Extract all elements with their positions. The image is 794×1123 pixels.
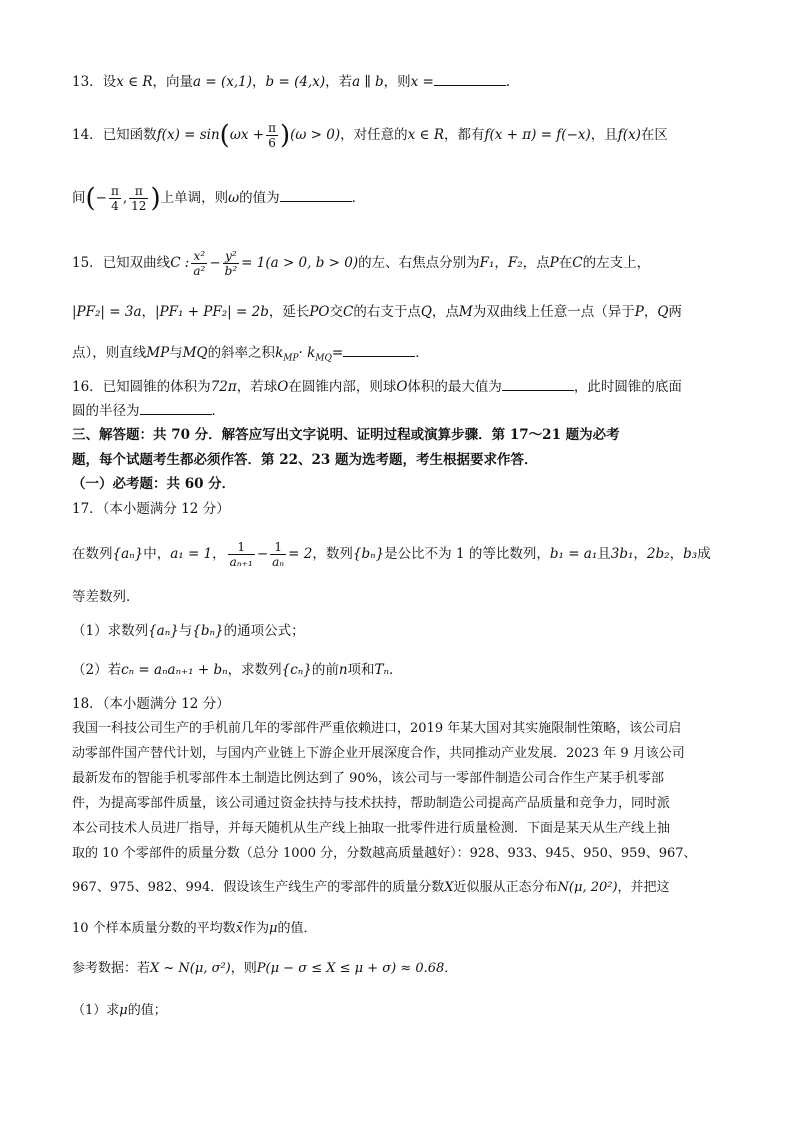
formula: ω <box>228 190 240 206</box>
question-14-line-2 <box>72 184 724 213</box>
text: 且 <box>597 546 611 562</box>
answer-blank[interactable] <box>502 376 574 391</box>
formula: Tₙ <box>374 662 390 678</box>
text: 的左支上， <box>582 255 651 271</box>
formula: x = <box>410 74 434 90</box>
text: 的右支于点 <box>353 304 421 320</box>
question-15 <box>72 249 724 278</box>
text: （1）求数列 <box>72 623 149 639</box>
text: ． <box>351 190 366 206</box>
formula: C <box>572 255 583 271</box>
text: 是公比不为 1 的等比数列， <box>384 546 550 562</box>
formula: a = (x,1) <box>193 74 253 90</box>
formula: X ~ N(μ, σ²) <box>150 961 231 976</box>
text: ，求数列 <box>227 662 282 678</box>
answer-blank[interactable] <box>140 400 212 415</box>
text: 项和 <box>347 662 375 678</box>
question-18-paragraph-line <box>72 878 724 898</box>
text: 作为 <box>243 921 270 936</box>
formula: μ <box>119 1003 128 1018</box>
text: ， <box>212 546 226 562</box>
text: ，延长 <box>268 304 310 320</box>
formula: MP <box>146 345 170 361</box>
formula: (ω > 0) <box>290 127 341 143</box>
answer-blank[interactable] <box>280 187 352 202</box>
fraction-denominator: 6 <box>268 136 276 150</box>
fraction-numerator: x² <box>191 249 207 264</box>
text: （2）若 <box>72 662 122 678</box>
question-17-header: 17．（本小题满分 12 分） <box>72 501 230 517</box>
fraction-denominator: aₙ₊₁ <box>229 555 253 569</box>
text: ． <box>389 662 403 678</box>
text: ． <box>415 345 429 361</box>
formula: a ∥ b <box>352 74 384 90</box>
text: 的前 <box>311 662 339 678</box>
comma: , <box>122 190 128 206</box>
fraction-denominator: 12 <box>131 199 147 213</box>
subscript: MQ <box>315 353 332 364</box>
fraction <box>109 184 121 213</box>
fraction-denominator: 4 <box>111 199 119 213</box>
fraction-denominator: aₙ <box>272 555 285 569</box>
section-heading: 三、解答题：共 70 分．解答应写出文字说明、证明过程或演算步骤．第 17～21 题为必考 <box>72 427 620 443</box>
question-17-part-2 <box>72 660 724 680</box>
formula: = 2 <box>288 546 313 562</box>
fraction <box>266 121 278 150</box>
formula: P(μ − σ ≤ X ≤ μ + σ) ≈ 0.68 <box>256 961 445 976</box>
text: 的斜率之积 <box>207 345 276 361</box>
formula: |PF₁ + PF₂| = 2b <box>155 304 269 320</box>
fraction-denominator: b² <box>224 264 238 278</box>
formula: P <box>634 304 644 320</box>
formula: {cₙ} <box>281 662 312 678</box>
formula: f(x) <box>617 127 641 143</box>
formula: PO <box>309 304 330 320</box>
text: ，并把这 <box>617 880 670 895</box>
fraction-numerator: π <box>110 184 119 198</box>
formula: O <box>396 379 408 395</box>
text: 在数列 <box>72 546 113 562</box>
text: 成 <box>697 546 711 562</box>
text: 圆的半径为 <box>72 403 140 419</box>
minus-sign: − <box>256 546 269 562</box>
text: 体积的最大值为 <box>407 379 502 395</box>
fraction <box>129 184 148 213</box>
formula: 3b₁ <box>610 546 634 562</box>
text: ，且 <box>590 127 618 143</box>
text: ，若球 <box>236 379 278 395</box>
text: （1）求 <box>72 1003 120 1018</box>
text: ， <box>633 546 647 562</box>
question-18-part-1 <box>72 1001 724 1021</box>
formula: x̄ <box>235 921 244 936</box>
fraction-numerator: 1 <box>270 540 286 555</box>
subscript: MP <box>283 353 299 364</box>
formula: b = (4,x) <box>265 74 326 90</box>
question-14 <box>72 121 724 150</box>
subsection-heading: （一）必考题：共 60 分． <box>72 476 236 492</box>
question-17-part-1 <box>72 621 724 641</box>
formula: b₁ = a₁ <box>549 546 598 562</box>
question-15-line-2 <box>72 302 724 322</box>
formula: x ∈ R <box>407 127 444 143</box>
question-number: 16． <box>72 379 103 395</box>
fraction-denominator: a² <box>193 264 206 278</box>
formula: b₃ <box>683 546 698 562</box>
text: 967、975、982、994．假设该生产线生产的零部件的质量分数 <box>72 880 445 895</box>
text: ， <box>252 74 266 90</box>
answer-blank[interactable] <box>343 342 415 357</box>
text: 与 <box>178 623 193 639</box>
text: ，都有 <box>444 127 485 143</box>
text: 在圆锥内部，则球 <box>288 379 397 395</box>
text: 参考数据：若 <box>72 961 151 976</box>
text: ． <box>505 74 520 90</box>
formula: P <box>549 255 559 271</box>
minus-sign: − <box>95 190 107 206</box>
text: ，此时圆锥的底面 <box>573 379 682 395</box>
formula: ωx + <box>229 127 265 143</box>
question-18-header: 18．（本小题满分 12 分） <box>72 696 230 712</box>
text: 的值； <box>127 1003 167 1018</box>
question-number: 13． <box>72 74 103 90</box>
question-16-line-2 <box>72 400 724 421</box>
question-18-paragraph-line: 我国一科技公司生产的手机前几年的零部件严重依赖进口，2019 年某大国对其实施限制性策略，该公司启 <box>72 721 682 736</box>
paren-right: ) <box>279 120 291 151</box>
text: 间 <box>72 190 86 206</box>
formula: Q <box>420 304 432 320</box>
section-heading-line-2: 题，每个试题考生都必须作答．第 22、23 题为选考题，考生根据要求作答． <box>72 452 538 468</box>
formula: {aₙ} <box>148 623 179 639</box>
formula: C <box>343 304 354 320</box>
text: 已知圆锥的体积为 <box>102 379 211 395</box>
minus-sign: − <box>209 255 221 271</box>
fraction-numerator: 1 <box>228 540 255 555</box>
text: 上单调，则 <box>160 190 229 206</box>
formula: n <box>338 662 348 678</box>
answer-blank[interactable] <box>434 71 506 86</box>
text: 点），则直线 <box>72 345 147 361</box>
text: ，若 <box>325 74 353 90</box>
text: ， <box>643 304 658 320</box>
text: ，则 <box>230 961 257 976</box>
text: ， <box>494 255 508 271</box>
text: 在区 <box>640 127 668 143</box>
text: 为双曲线上任意一点（异于 <box>472 304 635 320</box>
text: ，则 <box>383 74 411 90</box>
text: 设 <box>102 74 117 90</box>
text: 近似服从正态分布 <box>453 880 558 895</box>
question-18-paragraph-line: 取的 10 个零部件的质量分数（总分 1000 分，分数越高质量越好）：928、933、945、950、959、967、 <box>72 846 697 861</box>
question-18-paragraph-line: 最新发布的智能手机零部件本土制造比例达到了 90%，该公司与一零部件制造公司合作生产某手机零部 <box>72 771 665 786</box>
text: 的值． <box>277 921 317 936</box>
formula: f(x) = sin <box>156 127 220 143</box>
question-18-paragraph-line: 动零部件国产替代计划，与国内产业链上下游企业开展深度合作，共同推动产业发展．2023 年 9 月该公司 <box>72 746 685 761</box>
formula: = 1(a > 0, b > 0) <box>241 255 359 271</box>
formula: f(x + π) = f(−x) <box>484 127 591 143</box>
formula: {bₙ} <box>352 546 385 562</box>
formula: C : <box>170 255 190 271</box>
formula: {bₙ} <box>192 623 224 639</box>
question-18-paragraph-line: 件，为提高零部件质量，该公司通过资金扶持与技术扶持，帮助制造公司提高产品质量和竞争力，同时派 <box>72 796 671 811</box>
text: 的值为 <box>239 190 280 206</box>
fraction-numerator: π <box>129 184 148 199</box>
text: ． <box>444 961 458 976</box>
question-number: 14． <box>72 127 103 143</box>
formula: F₁ <box>479 255 495 271</box>
text: 的通项公式； <box>223 623 305 639</box>
formula: · k <box>298 345 316 361</box>
paren-left: ( <box>85 183 96 214</box>
text: 10 个样本质量分数的平均数 <box>72 921 236 936</box>
text: 的左、右焦点分别为 <box>358 255 480 271</box>
formula: N(μ, 20²) <box>557 880 618 895</box>
paren-left: ( <box>219 120 230 151</box>
formula: O <box>277 379 289 395</box>
text: 已知函数 <box>102 127 157 143</box>
question-number: 15． <box>72 255 103 271</box>
formula: μ <box>269 921 278 936</box>
formula: 2b₂ <box>646 546 670 562</box>
text: ，点 <box>431 304 459 320</box>
text: ，对任意的 <box>340 127 408 143</box>
formula: = <box>331 345 344 361</box>
paren-right: ) <box>150 183 161 214</box>
text: 与 <box>169 345 183 361</box>
fraction <box>223 249 240 278</box>
fraction-numerator: π <box>268 121 276 135</box>
formula: cₙ = aₙaₙ₊₁ + bₙ <box>121 662 228 678</box>
question-18-paragraph-line: 本公司技术人员进厂指导，并每天随机从生产线上抽取一批零件进行质量检测．下面是某天从生产线上抽 <box>72 821 671 836</box>
formula: X <box>444 880 454 895</box>
formula: x ∈ R <box>116 74 153 90</box>
fraction-numerator: y² <box>223 249 240 264</box>
question-16 <box>72 376 724 397</box>
text: ， <box>669 546 684 562</box>
text: ，点 <box>522 255 550 271</box>
question-18-reference <box>72 959 724 979</box>
text: ． <box>211 403 225 419</box>
text: 两 <box>668 304 682 320</box>
formula: k <box>275 345 284 361</box>
text: 在 <box>558 255 573 271</box>
formula: 72π <box>210 379 237 395</box>
formula: MQ <box>182 345 208 361</box>
formula: F₂ <box>507 255 523 271</box>
question-15-line-3 <box>72 342 724 369</box>
text: ，向量 <box>152 74 194 90</box>
question-17-line-2: 等差数列． <box>72 589 140 605</box>
formula: a₁ = 1 <box>170 546 213 562</box>
fraction <box>270 540 286 569</box>
text: ， <box>141 304 155 320</box>
text: 交 <box>329 304 343 320</box>
text: ，数列 <box>312 546 353 562</box>
question-18-paragraph-line <box>72 919 724 939</box>
fraction <box>191 249 207 278</box>
question-17 <box>72 540 724 569</box>
question-13 <box>72 71 724 92</box>
formula: Q <box>657 304 669 320</box>
formula: {aₙ} <box>112 546 144 562</box>
formula: |PF₂| = 3a <box>72 304 142 320</box>
formula: M <box>458 304 473 320</box>
text: 已知双曲线 <box>102 255 171 271</box>
fraction <box>228 540 255 569</box>
text: 中， <box>143 546 171 562</box>
